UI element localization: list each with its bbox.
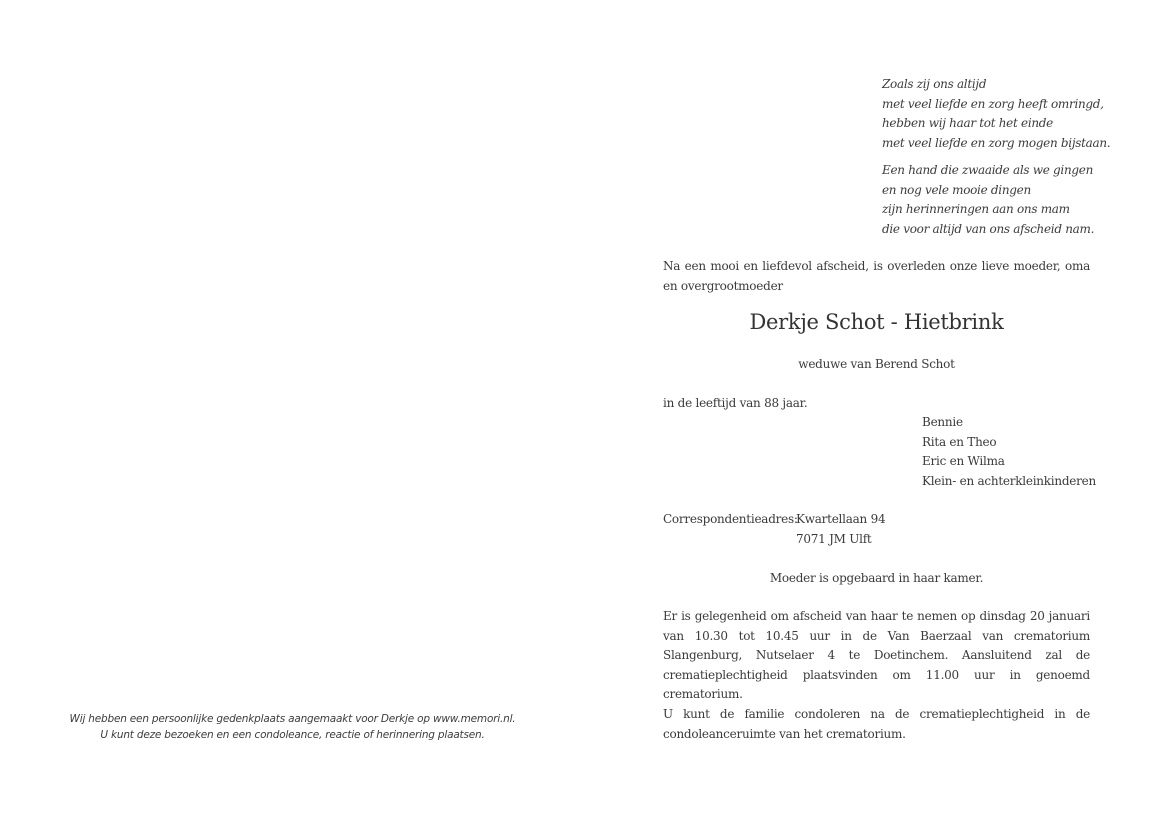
family-member: Klein- en achterkleinkinderen xyxy=(922,473,1096,488)
right-page xyxy=(584,0,1169,827)
address-street: Kwartellaan 94 xyxy=(796,512,886,526)
condolence-text: U kunt de familie condoleren na de crematieplechtigheid in de condoleanceruimte van het crematorium. xyxy=(663,707,1090,741)
poem-line: zijn herinneringen aan ons mam xyxy=(882,202,1070,216)
family-member: Rita en Theo xyxy=(922,434,997,449)
memori-footnote xyxy=(60,712,525,743)
poem-line: hebben wij haar tot het einde xyxy=(882,116,1053,130)
poem-line: met veel liefde en zorg heeft omringd, xyxy=(882,96,1104,111)
age-text: in de leeftijd van 88 jaar. xyxy=(663,396,808,410)
widow-of: weduwe van Berend Schot xyxy=(798,357,955,371)
footnote-line-2: U kunt deze bezoeken en een condoleance, reactie of herinnering plaatsen. xyxy=(100,728,485,741)
poem-line: en nog vele mooie dingen xyxy=(882,182,1031,197)
poem-stanza-1 xyxy=(882,75,1122,153)
family-member: Bennie xyxy=(922,415,963,429)
poem-line: die voor altijd van ons afscheid nam. xyxy=(882,221,1095,236)
correspondence-label: Correspondentieadres: xyxy=(663,512,798,526)
poem-line: Zoals zij ons altijd xyxy=(882,77,987,91)
laid-out-text: Moeder is opgebaard in haar kamer. xyxy=(769,571,984,585)
poem-line: met veel liefde en zorg mogen bijstaan. xyxy=(882,135,1111,150)
deceased-name: Derkje Schot - Hietbrink xyxy=(749,310,1004,334)
poem xyxy=(882,75,1122,239)
address-block xyxy=(796,510,885,549)
poem-line: Een hand die zwaaide als we gingen xyxy=(882,163,1093,177)
intro-text: Na een mooi en liefdevol afscheid, is overleden onze lieve moeder, oma en overgrootmoeder xyxy=(663,259,1090,293)
footnote-line-1: Wij hebben een persoonlijke gedenkplaats aangemaakt voor Derkje op www.memori.nl. xyxy=(69,713,516,725)
farewell-text: Er is gelegenheid om afscheid van haar te nemen op dinsdag 20 januari van 10.30 tot 10.45 uur in de Van Baerzaal van crematorium Slangenburg, Nutselaer 4 te Doetinchem. Aansluitend zal de crematieplechtigheid plaatsvinden om 11.00 uur in genoemd crematorium. xyxy=(663,609,1090,701)
left-page xyxy=(0,0,584,827)
poem-stanza-2 xyxy=(882,161,1122,239)
address-city: 7071 JM Ulft xyxy=(796,531,872,546)
family-list xyxy=(922,413,1096,491)
family-member: Eric en Wilma xyxy=(922,454,1005,468)
